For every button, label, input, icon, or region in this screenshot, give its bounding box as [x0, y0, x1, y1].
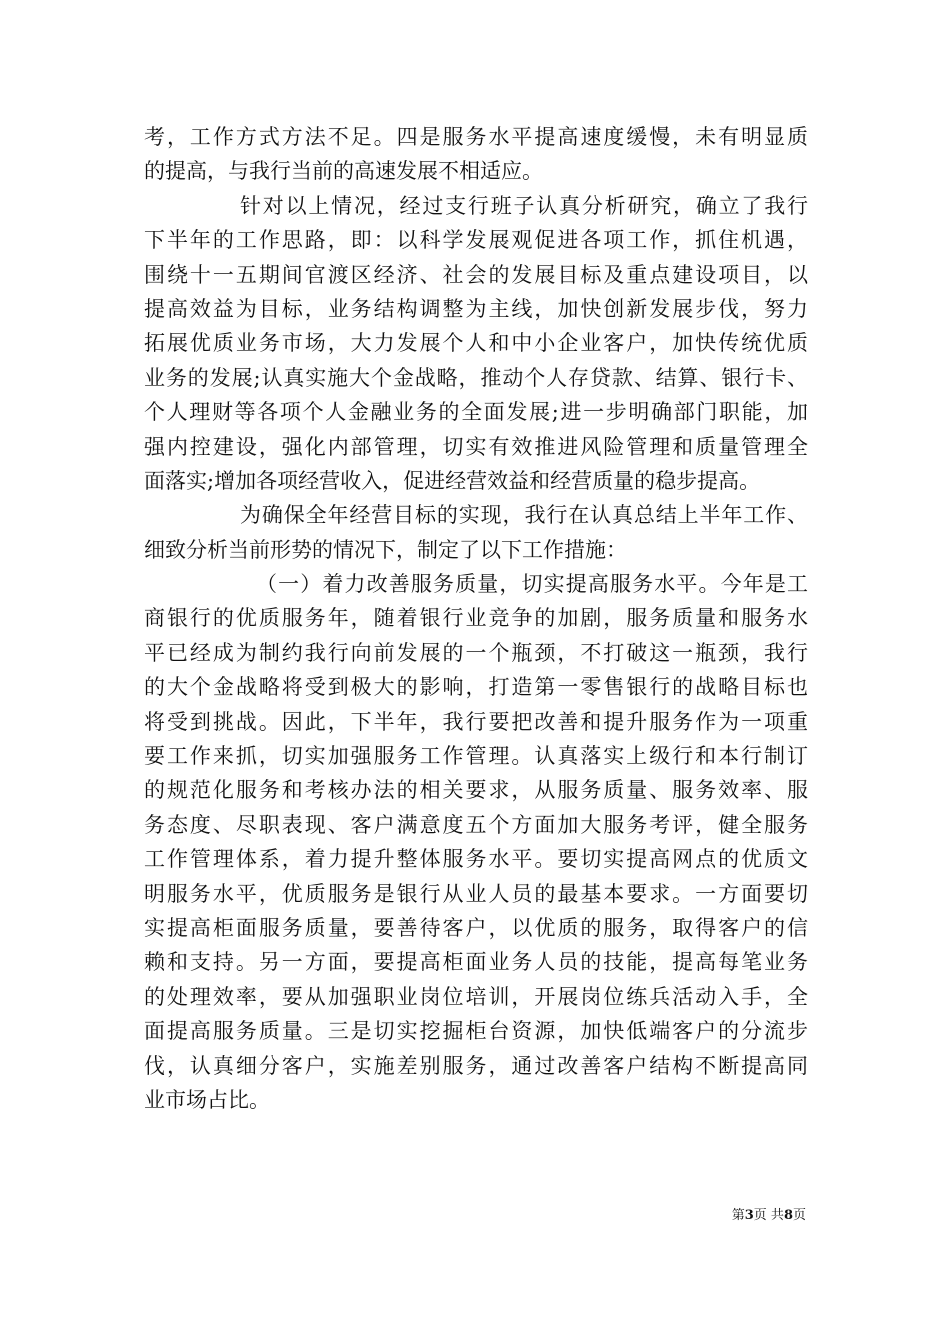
- text-line: 下半年的工作思路，即：以科学发展观促进各项工作，抓住机遇，: [144, 228, 808, 253]
- text-line: 伐，认真细分客户，实施差别服务，通过改善客户结构不断提高同: [144, 1053, 808, 1078]
- text-line: 工作管理体系，着力提升整体服务水平。要切实提高网点的优质文: [144, 847, 808, 872]
- text-line: 的提高，与我行当前的高速发展不相适应。: [144, 159, 543, 184]
- text-line: 的规范化服务和考核办法的相关要求，从服务质量、服务效率、服: [144, 778, 808, 803]
- text-line: 要工作来抓，切实加强服务工作管理。认真落实上级行和本行制订: [144, 744, 808, 769]
- text-line: 针对以上情况，经过支行班子认真分析研究，确立了我行: [240, 193, 808, 218]
- text-line: 实提高柜面服务质量，要善待客户，以优质的服务，取得客户的信: [144, 915, 808, 940]
- text-line: 拓展优质业务市场，大力发展个人和中小企业客户，加快传统优质: [144, 331, 808, 356]
- text-line: 将受到挑战。因此，下半年，我行要把改善和提升服务作为一项重: [144, 709, 808, 734]
- footer-middle: 页 共: [753, 1208, 784, 1223]
- total-pages-number: 8: [783, 1208, 793, 1223]
- page-number-footer: [732, 1204, 806, 1223]
- footer-suffix: 页: [792, 1208, 806, 1223]
- text-line: 个人理财等各项个人金融业务的全面发展;进一步明确部门职能，加: [144, 400, 808, 425]
- current-page-number: 3: [744, 1208, 754, 1223]
- paragraph-2: [144, 189, 808, 499]
- text-line: 务态度、尽职表现、客户满意度五个方面加大服务考评，健全服务: [144, 812, 808, 837]
- text-line: 赖和支持。另一方面，要提高柜面业务人员的技能，提高每笔业务: [144, 950, 808, 975]
- paragraph-3: [144, 498, 808, 567]
- paragraph-1: [144, 120, 808, 189]
- text-line: （一）着力改善服务质量，切实提高服务水平。今年是工: [256, 572, 808, 597]
- text-line: 细致分析当前形势的情况下，制定了以下工作措施：: [144, 537, 627, 562]
- text-line: 业市场占比。: [144, 1087, 270, 1112]
- text-line: 提高效益为目标，业务结构调整为主线，加快创新发展步伐，努力: [144, 296, 808, 321]
- text-line: 的处理效率，要从加强职业岗位培训，开展岗位练兵活动入手，全: [144, 984, 808, 1009]
- text-line: 的大个金战略将受到极大的影响，打造第一零售银行的战略目标也: [144, 675, 808, 700]
- text-line: 平已经成为制约我行向前发展的一个瓶颈，不打破这一瓶颈，我行: [144, 640, 808, 665]
- text-line: 考，工作方式方法不足。四是服务水平提高速度缓慢，未有明显质: [144, 125, 808, 149]
- text-line: 业务的发展;认真实施大个金战略，推动个人存贷款、结算、银行卡、: [144, 365, 808, 390]
- text-line: 强内控建设，强化内部管理，切实有效推进风险管理和质量管理全: [144, 434, 808, 459]
- text-line: 面落实;增加各项经营收入，促进经营效益和经营质量的稳步提高。: [144, 468, 761, 493]
- text-line: 商银行的优质服务年，随着银行业竞争的加剧，服务质量和服务水: [144, 606, 808, 631]
- text-line: 为确保全年经营目标的实现，我行在认真总结上半年工作、: [240, 503, 808, 528]
- paragraph-4: [144, 567, 808, 1117]
- text-line: 面提高服务质量。三是切实挖掘柜台资源，加快低端客户的分流步: [144, 1019, 808, 1044]
- text-line: 明服务水平，优质服务是银行从业人员的最基本要求。一方面要切: [144, 881, 808, 906]
- body-text: [144, 120, 808, 1117]
- footer-prefix: 第: [731, 1208, 745, 1223]
- text-line: 围绕十一五期间官渡区经济、社会的发展目标及重点建设项目，以: [144, 262, 808, 287]
